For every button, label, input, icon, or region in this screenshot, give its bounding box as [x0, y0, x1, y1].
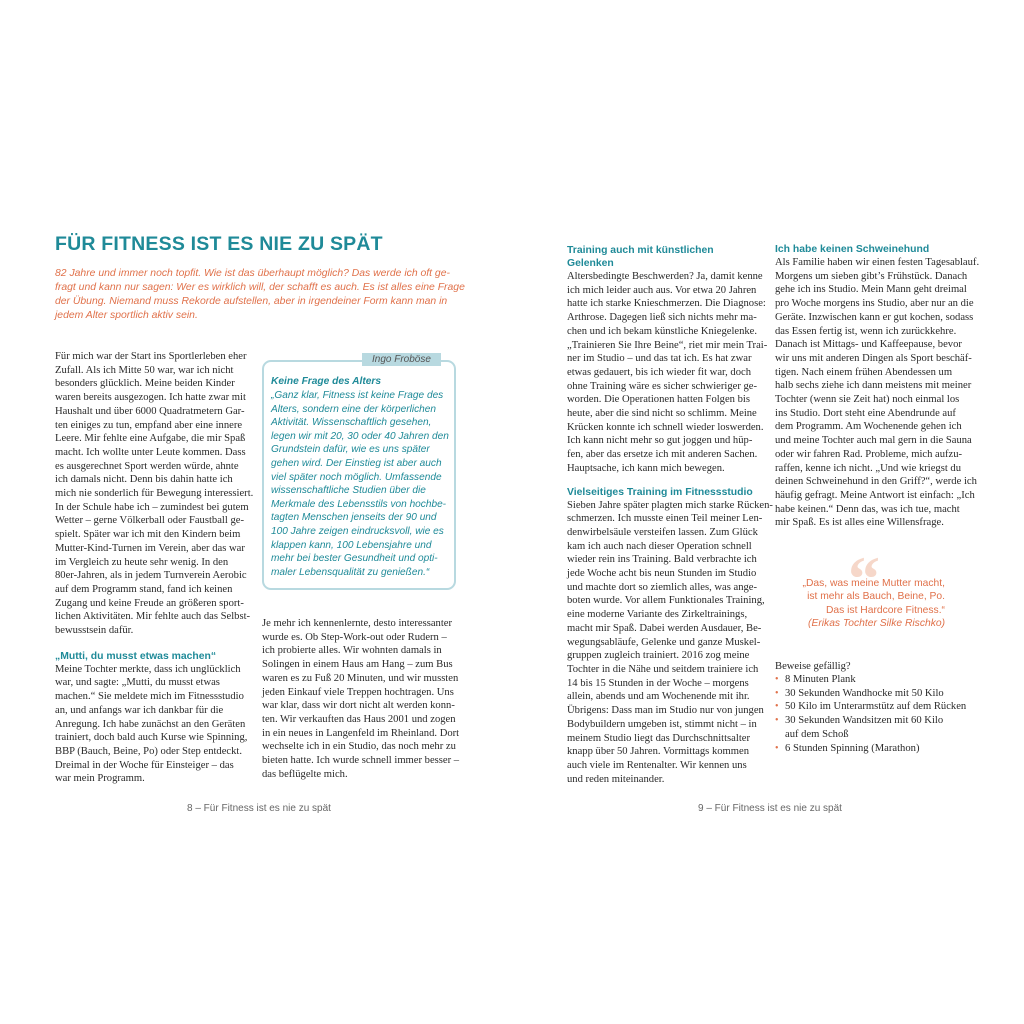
- text-line: knapp über 50 Jahren. Vormittags kommen: [567, 746, 750, 758]
- text-line: Je mehr ich kennenlernte, desto interessanter: [262, 618, 453, 629]
- page-footer-right: 9 – Für Fitness ist es nie zu spät: [698, 803, 842, 814]
- text-line: Haushalt und über 6000 Quadratmetern Gar-: [55, 405, 245, 417]
- text-line: Training auch mit künstlichen: [567, 245, 714, 256]
- text-line: 80er-Jahren, als in jedem Turnverein Aerobic: [55, 570, 247, 582]
- text-line: macht mir Spaß. Dabei werden Ausdauer, Be-: [567, 622, 762, 634]
- text-line: mehr bei bester Gesundheit und opti-: [271, 553, 438, 565]
- body-paragraph: [567, 499, 773, 787]
- list-item-text: 30 Sekunden Wandhocke mit 50 Kilo: [785, 687, 944, 699]
- column-1: [55, 350, 255, 786]
- page-footer-left: 8 – Für Fitness ist es nie zu spät: [187, 803, 331, 814]
- text-line: häufig gefragt. Meine Antwort ist einfach: „Ich: [775, 489, 975, 501]
- text-line: „Trainieren Sie Ihre Beine“, riet mir mein Trai-: [567, 339, 768, 351]
- bullet-icon: •: [775, 701, 779, 713]
- text-line: Danach ist Mittags- und Kaffeepause, bevor: [775, 339, 962, 351]
- list-item: [775, 742, 985, 756]
- text-line: legen wir mit 20, 30 oder 40 Jahren den: [271, 430, 449, 442]
- text-line: ten einiges zu tun, empfand aber eine innere: [55, 419, 243, 431]
- text-line: tagten Menschen jenseits der 90 und: [271, 512, 437, 524]
- text-line: „Das, was meine Mutter macht,: [802, 578, 945, 589]
- text-line: 100 Jahre zeigen eindrucksvoll, wie es: [271, 525, 444, 537]
- list-item: [775, 687, 985, 701]
- text-line: „Ganz klar, Fitness ist keine Frage des: [271, 390, 444, 401]
- text-line: wieder rein ins Training. Bald verbrachte ich: [567, 554, 757, 566]
- text-line: das Essen fertig ist, wenn ich zurückkehre.: [775, 325, 957, 337]
- text-line: das beflügelte mich.: [262, 768, 348, 780]
- bullet-icon: •: [775, 674, 779, 685]
- text-line: tigen. Nach einem frühen Abendessen um: [775, 366, 953, 378]
- text-line: auch viele im Rentenalter. Wir kennen uns: [567, 759, 747, 771]
- text-line: Meine Tochter merkte, dass ich unglücklich: [55, 663, 241, 675]
- text-line: hatte ich starke Knieschmerzen. Die Diagnose:: [567, 298, 766, 310]
- quote-mark-icon: “: [848, 543, 880, 614]
- text-line: war mein Programm.: [55, 773, 145, 785]
- text-line: Zufall. Als ich Mitte 50 war, war ich nicht: [55, 364, 234, 376]
- text-line: halb sechs ziehe ich dann meistens mit meiner: [775, 380, 972, 392]
- text-line: war, und sagte: „Mutti, du musst etwas: [55, 677, 220, 689]
- text-line: waren es zu Fuß 20 Minuten, und wir mussten: [262, 672, 459, 684]
- text-line: an, und anfangs war ich dankbar für die: [55, 704, 224, 716]
- text-line: Hauptsache, ich kann mich bewegen.: [567, 462, 725, 474]
- text-line: Für mich war der Start ins Sportlerleben eher: [55, 351, 247, 362]
- text-line: klappen kann, 100 Lebensjahre und: [271, 539, 432, 551]
- text-line: Wetter – gerne Völkerball oder Faustball ge-: [55, 515, 244, 527]
- text-line: schmerzen. Ich musste einen Teil meiner Len-: [567, 513, 763, 525]
- text-line: Merkmale des Lebensstils von hochbe-: [271, 498, 447, 510]
- text-line: eine moderne Variante des Zirkeltrainings,: [567, 609, 748, 621]
- text-line: machen.“ Sie meldete mich im Fitnessstudio: [55, 691, 244, 703]
- text-line: meinem Studio liegt das Durchschnittsalter: [567, 732, 751, 744]
- page-title: FÜR FITNESS IST ES NIE ZU SPÄT: [55, 233, 383, 255]
- text-line: Anregung. Ich habe zunächst an den Geräten: [55, 718, 246, 730]
- text-line: Das ist Hardcore Fitness.“: [825, 604, 945, 616]
- list-item-text: 8 Minuten Plank: [785, 674, 856, 685]
- pull-quote-text: [775, 577, 945, 617]
- list-intro: Beweise gefällig?: [775, 661, 851, 672]
- text-line: trainiert, doch bald auch Kurse wie Spinning,: [55, 732, 248, 744]
- text-line: gruppen zugleich trainiert. 2016 zog meine: [567, 650, 750, 662]
- text-line: spielt. Später war ich mit den Kindern beim: [55, 529, 241, 541]
- text-line: deinen Schweinehund in den Griff?“, werde ich: [775, 476, 977, 488]
- text-line: ich damals nicht. Denn bis dahin hatte ich: [55, 474, 233, 486]
- text-line: Grundstein dafür, wie es uns später: [271, 444, 430, 456]
- intro-text: [55, 267, 465, 323]
- text-line: Ich kann nicht mehr so gut joggen und hüp-: [567, 435, 753, 447]
- text-line: wissenschaftliche Studien über die: [271, 485, 426, 497]
- body-paragraph: [567, 270, 767, 476]
- text-line: bieten hatte. Ich wurde schnell immer besser –: [262, 755, 460, 767]
- text-line: und machte dort so ziemlich alles, was ange-: [567, 581, 758, 593]
- section-heading-vielseitiges: Vielseitiges Training im Fitnessstudio: [567, 486, 753, 498]
- text-line: jede Woche acht bis neun Stunden im Studio: [567, 568, 757, 580]
- text-line: gehe ich ins Studio. Mein Mann geht dreimal: [775, 284, 967, 296]
- text-line: Tochter in die Nähe und seitdem trainiere ich: [567, 663, 759, 675]
- text-line: im Vergleich zu heute sehr wenig. In den: [55, 556, 229, 568]
- text-line: ist mehr als Bauch, Beine, Po.: [807, 591, 945, 603]
- text-line: ins Studio. Dort steht eine Abendrunde auf: [775, 407, 956, 419]
- column-3: [567, 244, 773, 786]
- text-line: fen, aber das ersetze ich mit anderen Sachen.: [567, 449, 758, 461]
- text-line: und meine Tochter auch mal gern in die Sauna: [775, 435, 972, 447]
- text-line: heute, aber die sind nicht so schlimm. Meine: [567, 408, 757, 420]
- pull-quote: [775, 577, 945, 631]
- text-line: 82 Jahre und immer noch topfit. Wie ist das überhaupt möglich? Das werde ich oft ge-: [55, 268, 450, 279]
- text-line: gehen wird. Der Einstieg ist aber auch: [271, 457, 442, 469]
- text-line: ich probierte alles. Wir wohnten damals in: [262, 645, 442, 657]
- text-line: etwas gedauert, bis ich wieder fit war, doch: [567, 366, 752, 378]
- text-line: mir Spaß. Es ist alles eine Willensfrage.: [775, 517, 944, 529]
- column-4: [775, 243, 980, 530]
- text-line: BBP (Bauch, Beine, Po) oder Step entdeckt.: [55, 745, 243, 757]
- section-heading-schweinehund: Ich habe keinen Schweinehund: [775, 244, 930, 255]
- text-line: dem Programm. Am Wochenende gehen ich: [775, 421, 962, 433]
- pull-quote-attribution: (Erikas Tochter Silke Rischko): [808, 618, 945, 630]
- body-paragraph: [262, 617, 462, 781]
- text-line: jedem Alter sportlich aktiv sein.: [55, 309, 198, 321]
- text-line: ohne Training wäre es sicher schwieriger ge-: [567, 380, 758, 392]
- text-line: Sieben Jahre später plagten mich starke Rücken-: [567, 499, 773, 511]
- bullet-icon: •: [775, 742, 779, 754]
- quote-box-title: Keine Frage des Alters: [271, 376, 382, 387]
- text-line: Morgens um sieben gibt’s Frühstück. Danach: [775, 270, 968, 282]
- text-line: wurde es. Ob Step-Work-out oder Rudern –: [262, 631, 447, 643]
- body-paragraph: [55, 350, 255, 638]
- text-line: viel später noch möglich. Umfassende: [271, 471, 442, 483]
- text-line: auf dem Programm stand, fand ich keinen: [55, 583, 233, 595]
- text-line: macht. Ich wollte unter Leute kommen. Dass: [55, 446, 246, 458]
- text-line: Als Familie haben wir einen festen Tagesablauf.: [775, 257, 980, 268]
- text-line: oder wir fahren Rad. Probleme, mich aufzu-: [775, 448, 963, 460]
- column-2: [262, 617, 462, 781]
- list-item-text: 50 Kilo im Unterarmstütz auf dem Rücken: [785, 701, 967, 713]
- text-line: Alters, sondern eine der körperlichen: [271, 403, 436, 415]
- text-line: ten. Wir verkauften das Haus 2001 und zogen: [262, 713, 456, 725]
- text-line: und reden miteinander.: [567, 773, 665, 785]
- text-line: 14 bis 15 Stunden in der Woche – morgens: [567, 677, 749, 689]
- text-line: In der Schule habe ich – zumindest bei gutem: [55, 501, 249, 513]
- text-line: Mutter-Kind-Turnen im Verein, aber das war: [55, 542, 245, 554]
- text-line: wir uns mit anderen Dingen als Sport beschäf-: [775, 352, 972, 364]
- section-heading-mutti: „Mutti, du musst etwas machen“: [55, 650, 217, 662]
- text-line: bewusstsein dafür.: [55, 625, 134, 637]
- text-line: denwirbelsäule versteifen lassen. Zum Glück: [567, 526, 758, 538]
- text-line: Altersbedingte Beschwerden? Ja, damit kenne: [567, 271, 763, 282]
- text-line: chen und ich bekam künstliche Kniegelenke.: [567, 325, 758, 337]
- text-line: waren bereits ausgezogen. Ich hatte zwar mit: [55, 392, 246, 404]
- bullet-icon: •: [775, 715, 779, 727]
- text-line: maler Lebensqualität zu genießen.“: [271, 566, 430, 578]
- text-line: Geräte. Inzwischen kann er gut kochen, sodass: [775, 311, 974, 323]
- text-line: pro Woche morgens ins Studio, aber nur an die: [775, 298, 974, 310]
- text-line: besonders glücklich. Meine beiden Kinder: [55, 378, 235, 390]
- text-line: Leere. Mir fehlte eine Aufgabe, die mir Spaß: [55, 433, 246, 445]
- text-line: Aktivität. Wissenschaftlich gesehen,: [271, 417, 432, 429]
- text-line: wegungsabläufe, Gelenke und ganze Muskel-: [567, 636, 761, 648]
- text-line: kam ich auch nach dieser Operation schnell: [567, 540, 752, 552]
- text-line: boten wurde. Vor allem Funktionales Training,: [567, 595, 765, 607]
- text-line: ner im Studio – und das tat ich. Es hat zwar: [567, 353, 752, 365]
- text-line: allein, abends und am Wochenende mit ihr.: [567, 691, 750, 703]
- section-heading-gelenke: [567, 244, 767, 270]
- text-line: lichen Aktivitäten. Mir fehlte auch das Selbst-: [55, 611, 251, 623]
- text-line: in ein neues in Langenfeld im Rheinland. Dort: [262, 727, 460, 739]
- text-line: jeden Einkauf viele Treppen hochtragen. Uns: [262, 686, 454, 698]
- quote-author-tab: Ingo Froböse: [362, 353, 441, 366]
- list-item-text: auf dem Schoß: [785, 728, 849, 740]
- proof-list: [775, 673, 985, 755]
- list-item: [775, 673, 985, 687]
- text-line: raffen, kenne ich nicht. „Und wie kriegst du: [775, 462, 962, 474]
- text-line: Solingen in einem Haus am Hang – zum Bus: [262, 659, 453, 671]
- list-item-text: 6 Stunden Spinning (Marathon): [785, 742, 920, 754]
- text-line: Übrigens: Dass man im Studio nur von jungen: [567, 705, 764, 717]
- text-line: habe keinen.“ Denn das, was ich tue, macht: [775, 503, 960, 515]
- text-line: Arthrose. Dagegen ließ sich nichts mehr ma-: [567, 312, 757, 324]
- text-line: fragt und kann nur sagen: Wer es wirklich will, der schafft es auch. Es ist alles eine Frage: [55, 281, 465, 293]
- quote-box-text: [271, 389, 456, 579]
- list-item-text: 30 Sekunden Wandsitzen mit 60 Kilo: [785, 715, 944, 727]
- text-line: mich nie sonderlich für Bewegung interessiert.: [55, 488, 254, 500]
- list-item: [775, 700, 985, 714]
- text-line: es ausgerechnet Sport werden würde, ahnte: [55, 460, 239, 472]
- text-line: Zugang und keine Freude an größeren sport-: [55, 597, 244, 609]
- text-line: Gelenken: [567, 258, 614, 269]
- body-paragraph: [775, 256, 980, 530]
- text-line: Bodybuildern umgeben ist, stimmt nicht – in: [567, 718, 757, 730]
- text-line: war klar, dass wir dort nicht alt werden konn-: [262, 700, 455, 712]
- text-line: Krücken konnte ich schnell wieder loswerden.: [567, 421, 764, 433]
- bullet-icon: •: [775, 687, 779, 699]
- body-paragraph: [55, 663, 255, 786]
- text-line: Dreimal in der Woche für Einsteiger – das: [55, 759, 234, 771]
- text-line: ich mich leider auch aus. Vor etwa 20 Jahren: [567, 284, 757, 296]
- text-line: Tochter (wenn sie Zeit hat) noch einmal los: [775, 394, 960, 406]
- text-line: der Übung. Niemand muss Rekorde aufstellen, aber in irgendeiner Form kann man in: [55, 295, 448, 307]
- list-item: [775, 714, 985, 741]
- text-line: worden. Die Operationen hatten Folgen bis: [567, 394, 750, 406]
- text-line: wechselte ich in ein Studio, das noch mehr zu: [262, 741, 456, 753]
